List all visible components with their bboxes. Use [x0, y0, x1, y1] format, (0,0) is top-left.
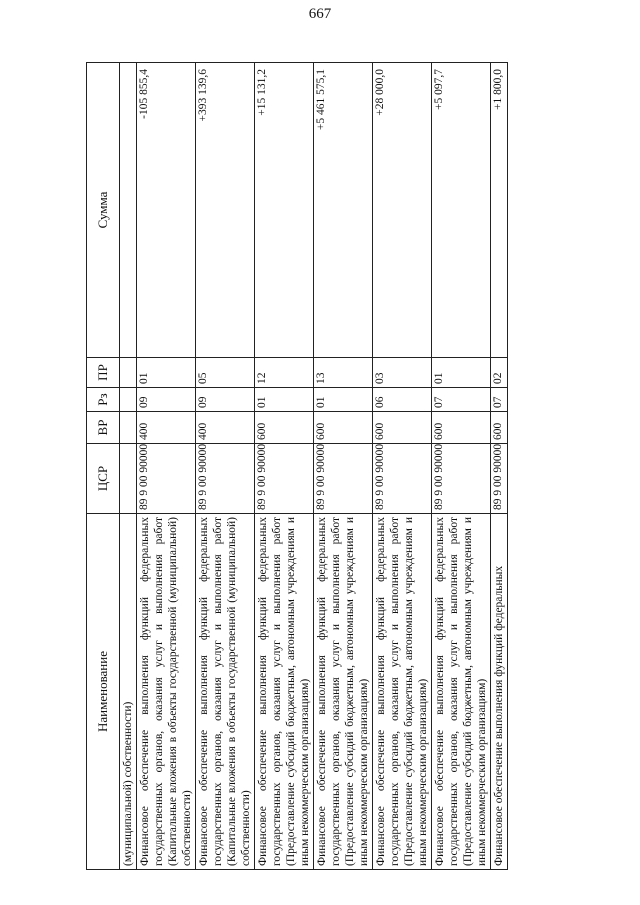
row-rz: 01: [314, 388, 373, 412]
row-sum: +393 139,6: [196, 63, 255, 358]
table-row: [314, 63, 373, 870]
row-sum: [120, 63, 137, 358]
row-name: Финансовое обеспечение выполнения функций федеральных государственных органов, оказания услуг и выполнения работ (Капитальные вложения в объекты государственной (муниципальной) собственности): [137, 514, 196, 870]
row-pr: 01: [432, 358, 491, 388]
row-pr: 13: [314, 358, 373, 388]
header-pr: ПР: [87, 358, 120, 388]
header-sum: Сумма: [87, 63, 120, 358]
row-csr: 89 9 00 90000: [255, 444, 314, 514]
row-rz: 06: [373, 388, 432, 412]
row-sum: +5 461 575,1: [314, 63, 373, 358]
row-rz: 09: [137, 388, 196, 412]
table-row: [255, 63, 314, 870]
row-sum: +1 800,0: [491, 63, 508, 358]
row-rz: 01: [255, 388, 314, 412]
row-vr: 600: [255, 412, 314, 444]
row-sum: +28 000,0: [373, 63, 432, 358]
table-row: [491, 63, 508, 870]
row-pr: 02: [491, 358, 508, 388]
row-name: Финансовое обеспечение выполнения функций федеральных государственных органов, оказания услуг и выполнения работ (Капитальные вложения в объекты государственной (муниципальной) собственности): [196, 514, 255, 870]
row-rz: 09: [196, 388, 255, 412]
table-row: [373, 63, 432, 870]
row-name: Финансовое обеспечение выполнения функций федеральных: [491, 514, 508, 870]
row-csr: 89 9 00 90000: [373, 444, 432, 514]
header-vr: ВР: [87, 412, 120, 444]
table-row: [432, 63, 491, 870]
row-rz: [120, 388, 137, 412]
row-csr: [120, 444, 137, 514]
row-csr: 89 9 00 90000: [432, 444, 491, 514]
table-header-row: [87, 63, 120, 870]
row-csr: 89 9 00 90000: [196, 444, 255, 514]
header-csr: ЦСР: [87, 444, 120, 514]
row-sum: -105 855,4: [137, 63, 196, 358]
row-name: Финансовое обеспечение выполнения функций федеральных государственных органов, оказания услуг и выполнения работ (Предоставление субсидий бюджетным, автономным учреждениям и иным некоммерческим организациям): [314, 514, 373, 870]
row-pr: 05: [196, 358, 255, 388]
row-rz: 07: [491, 388, 508, 412]
row-vr: [120, 412, 137, 444]
row-vr: 400: [196, 412, 255, 444]
row-rz: 07: [432, 388, 491, 412]
row-sum: +15 131,2: [255, 63, 314, 358]
row-pr: [120, 358, 137, 388]
row-name: Финансовое обеспечение выполнения функций федеральных государственных органов, оказания услуг и выполнения работ (Предоставление субсидий бюджетным, автономным учреждениям и иным некоммерческим организациям): [255, 514, 314, 870]
row-name: (муниципальной) собственности): [120, 514, 137, 870]
row-vr: 600: [373, 412, 432, 444]
row-vr: 600: [432, 412, 491, 444]
row-csr: 89 9 00 90000: [314, 444, 373, 514]
row-csr: 89 9 00 90000: [137, 444, 196, 514]
row-name: Финансовое обеспечение выполнения функций федеральных государственных органов, оказания услуг и выполнения работ (Предоставление субсидий бюджетным, автономным учреждениям и иным некоммерческим организациям): [432, 514, 491, 870]
header-rz: Рз: [87, 388, 120, 412]
row-name: Финансовое обеспечение выполнения функций федеральных государственных органов, оказания услуг и выполнения работ (Предоставление субсидий бюджетным, автономным учреждениям и иным некоммерческим организациям): [373, 514, 432, 870]
row-sum: +5 097,7: [432, 63, 491, 358]
page-number: 667: [308, 6, 332, 22]
row-csr: 89 9 00 90000: [491, 444, 508, 514]
row-vr: 600: [491, 412, 508, 444]
header-name: Наименование: [87, 514, 120, 870]
row-pr: 01: [137, 358, 196, 388]
row-vr: 400: [137, 412, 196, 444]
row-pr: 03: [373, 358, 432, 388]
row-pr: 12: [255, 358, 314, 388]
budget-table-rotated: [86, 62, 598, 870]
table-row: [137, 63, 196, 870]
table-row: [120, 63, 137, 870]
budget-table: [86, 62, 508, 870]
table-row: [196, 63, 255, 870]
row-vr: 600: [314, 412, 373, 444]
